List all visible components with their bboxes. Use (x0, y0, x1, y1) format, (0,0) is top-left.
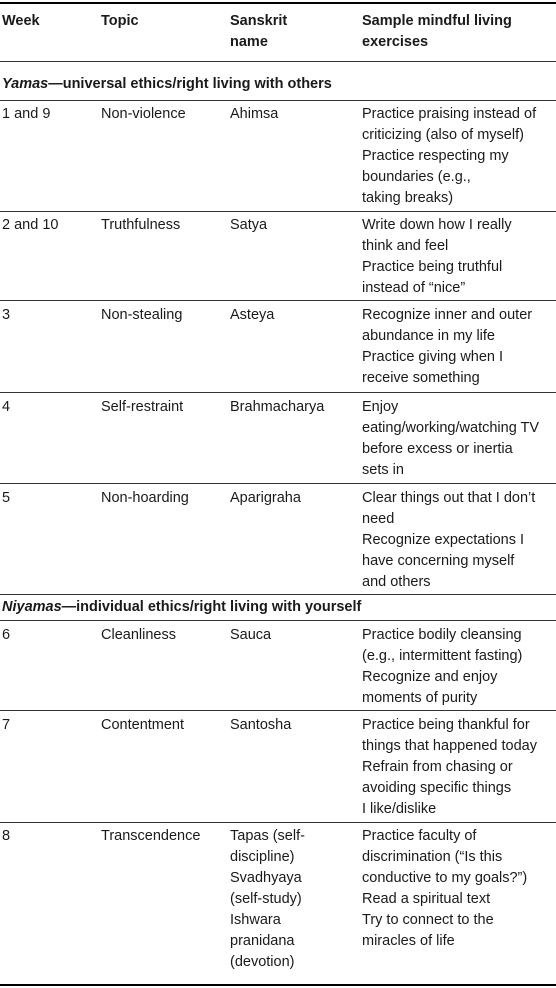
row-rule (0, 710, 556, 711)
row-rule (0, 594, 556, 595)
header-topic: Topic (101, 13, 139, 29)
header-exercises: Sample mindful living exercises (362, 13, 512, 50)
cell-topic: Contentment (101, 717, 185, 733)
cell-exercises: Write down how I really think and feel Practice being truthful instead of “nice” (362, 217, 512, 296)
section-rule (0, 620, 556, 621)
cell-sanskrit: Sauca (230, 627, 272, 643)
row-rule (0, 483, 556, 484)
cell-topic: Truthfulness (101, 217, 181, 233)
cell-sanskrit: Santosha (230, 717, 292, 733)
cell-sanskrit: Satya (230, 217, 268, 233)
row-rule (0, 822, 556, 823)
cell-sanskrit: Ahimsa (230, 106, 279, 122)
cell-week: 3 (2, 307, 11, 323)
cell-sanskrit: Tapas (self- discipline) Svadhyaya (self-study) Ishwara pranidana (devotion) (230, 828, 305, 970)
section-title-niyamas: Niyamas—individual ethics/right living with yourself (2, 599, 362, 615)
cell-week: 1 and 9 (2, 106, 51, 122)
cell-week: 5 (2, 490, 11, 506)
cell-exercises: Clear things out that I don’t need Recognize expectations I have concerning myself and others (362, 490, 536, 590)
cell-exercises: Practice being thankful for things that happened today Refrain from chasing or avoiding specific things I like/dislike (362, 717, 537, 817)
table-bottom-rule (0, 984, 556, 986)
section-title-yamas: Yamas—universal ethics/right living with others (2, 76, 332, 92)
cell-topic: Transcendence (101, 828, 201, 844)
cell-exercises: Practice bodily cleansing (e.g., intermittent fasting) Recognize and enjoy moments of purity (362, 627, 523, 706)
cell-exercises: Recognize inner and outer abundance in my life Practice giving when I receive something (362, 307, 533, 386)
cell-sanskrit: Aparigraha (230, 490, 301, 506)
cell-week: 7 (2, 717, 11, 733)
cell-topic: Non-hoarding (101, 490, 189, 506)
header-rule (0, 61, 556, 62)
row-rule (0, 300, 556, 301)
cell-week: 8 (2, 828, 11, 844)
header-week: Week (2, 13, 40, 29)
row-rule (0, 211, 556, 212)
cell-sanskrit: Brahmacharya (230, 399, 325, 415)
cell-topic: Non-violence (101, 106, 186, 122)
cell-topic: Non-stealing (101, 307, 183, 323)
cell-week: 6 (2, 627, 11, 643)
cell-exercises: Enjoy eating/working/watching TV before excess or inertia sets in (362, 399, 540, 478)
cell-topic: Self-restraint (101, 399, 184, 415)
cell-topic: Cleanliness (101, 627, 176, 643)
cell-week: 4 (2, 399, 11, 415)
cell-sanskrit: Asteya (230, 307, 275, 323)
cell-week: 2 and 10 (2, 217, 59, 233)
row-rule (0, 392, 556, 393)
cell-exercises: Practice praising instead of criticizing (also of myself) Practice respecting my boundaries (e.g., taking breaks) (362, 106, 537, 206)
cell-exercises: Practice faculty of discrimination (“Is this conductive to my goals?”) Read a spiritual text Try to connect to the miracles of life (362, 828, 528, 949)
section-rule (0, 100, 556, 101)
header-sanskrit-name: Sanskrit name (230, 13, 288, 50)
table-top-rule (0, 2, 556, 4)
